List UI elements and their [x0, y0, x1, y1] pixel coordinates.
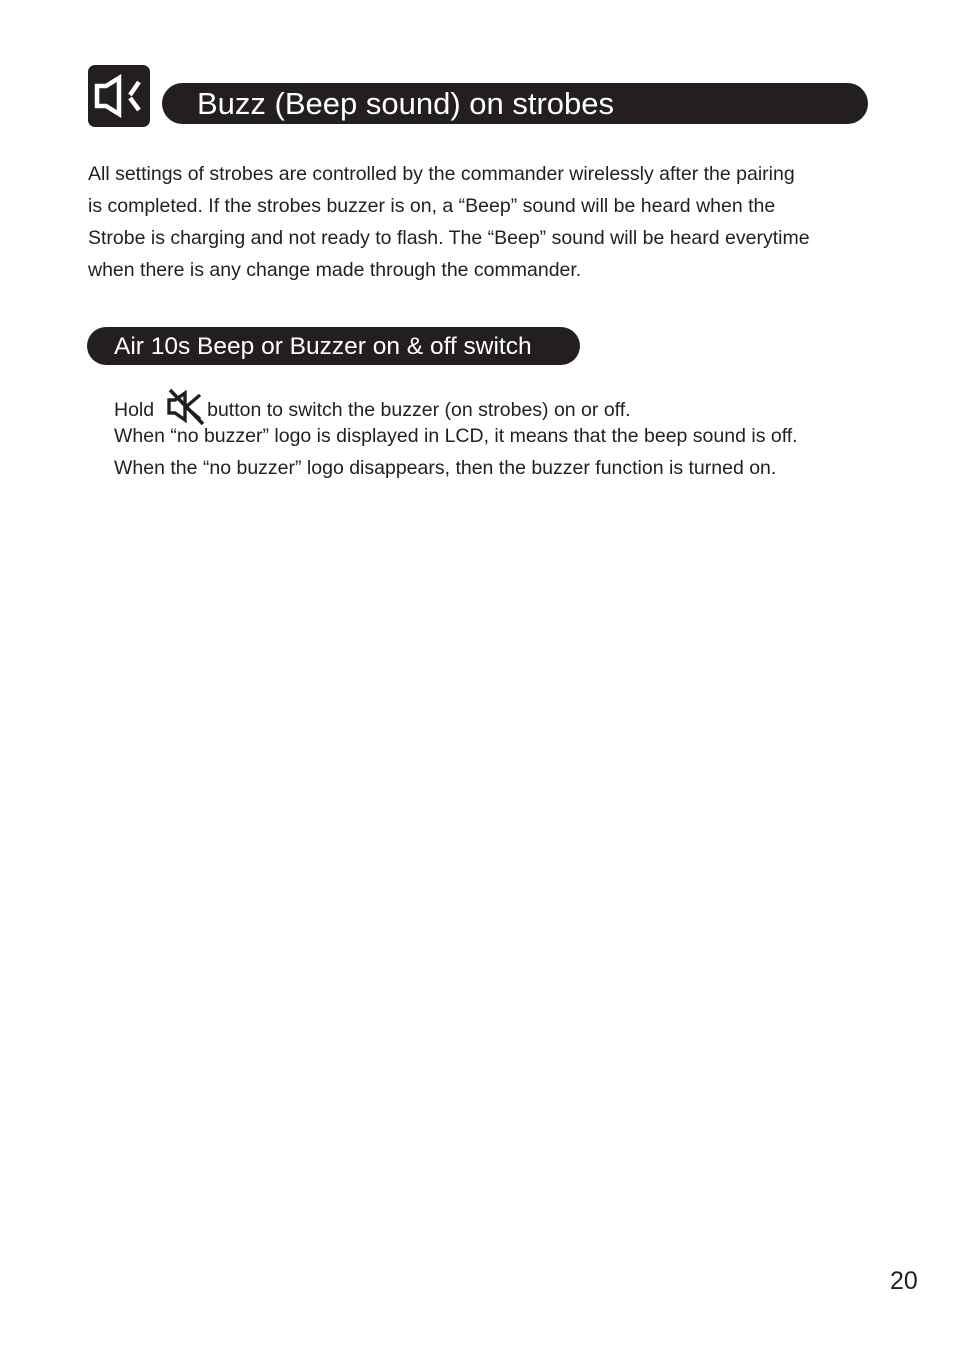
instruction-line-2: When “no buzzer” logo is displayed in LCD, it means that the beep sound is off.	[114, 425, 798, 447]
intro-line: is completed. If the strobes buzzer is on, a “Beep” sound will be heard when the	[88, 195, 776, 217]
instruction-line-3: When the “no buzzer” logo disappears, then the buzzer function is turned on.	[114, 457, 777, 479]
title-bar	[162, 83, 868, 124]
intro-paragraph	[88, 158, 878, 286]
intro-line: Strobe is charging and not ready to flash. The “Beep” sound will be heard everytime	[88, 227, 810, 249]
speaker-mute-icon	[88, 65, 150, 127]
page-title: Buzz (Beep sound) on strobes	[197, 86, 615, 121]
hold-word: Hold	[114, 399, 155, 421]
header-icon-box	[88, 65, 150, 127]
section-body	[114, 388, 904, 484]
section-title-bar	[87, 327, 580, 365]
instruction-line-1	[114, 388, 904, 420]
page-number: 20	[890, 1267, 918, 1295]
instruction-text: button to switch the buzzer (on strobes) on or off.	[207, 399, 631, 421]
intro-line: All settings of strobes are controlled by the commander wirelessly after the pairing	[88, 163, 795, 185]
intro-line: when there is any change made through the commander.	[88, 259, 582, 281]
section-title: Air 10s Beep or Buzzer on & off switch	[114, 333, 532, 360]
